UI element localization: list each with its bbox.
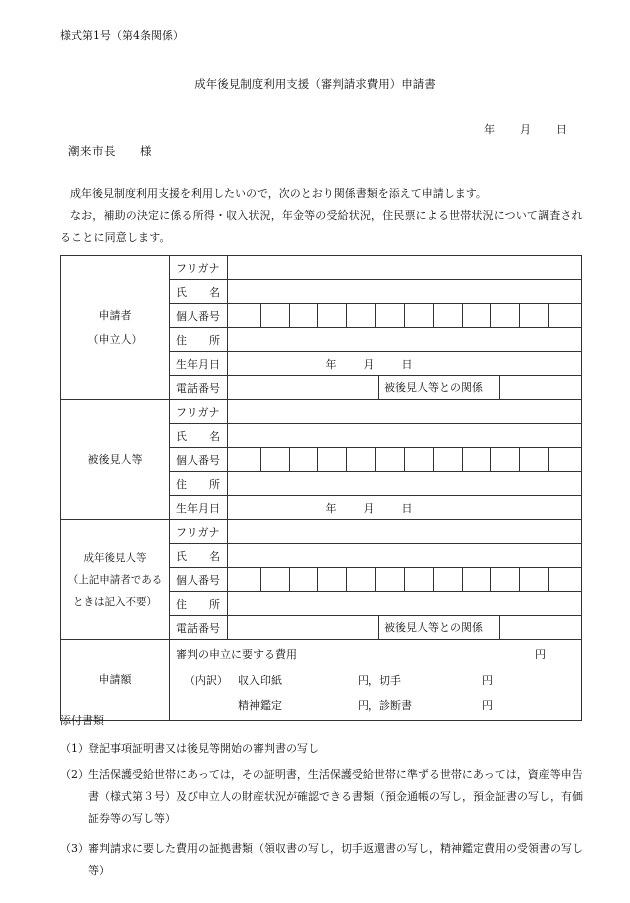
applicant-number-field[interactable] — [228, 304, 582, 328]
attachment-item-3 — [60, 838, 590, 882]
ward-address-label: 住 所 — [170, 472, 228, 496]
attachment-item-1-text: 登記事項証明書又は後見等開始の審判書の写し — [88, 742, 319, 755]
form-number: 様式第1号（第4条関係） — [60, 29, 184, 42]
guardian-number-field[interactable] — [228, 568, 582, 592]
addressee: 潮来市長 様 — [68, 144, 152, 158]
guardian-address-label: 住 所 — [170, 592, 228, 616]
ward-birth-day-label: 日 — [401, 501, 413, 515]
section-ward — [61, 400, 170, 520]
date-month-label: 月 — [520, 123, 531, 136]
intro-paragraph-2: なお，補助の決定に係る所得・収入状況，年金等の受給状況，住民票による世帯状況について調査されることに同意します。 — [60, 209, 583, 244]
applicant-birthdate-field[interactable] — [228, 352, 582, 376]
section-applicant — [61, 256, 170, 400]
application-form-table — [60, 255, 582, 721]
ward-number-field[interactable] — [228, 448, 582, 472]
applicant-phone-field[interactable] — [228, 376, 378, 399]
ward-furigana-field[interactable] — [228, 400, 582, 424]
birth-day-label: 日 — [401, 357, 413, 371]
intro-paragraph-1: 成年後見制度利用支援を利用したいので，次のとおり関係書類を添えて申請します。 — [70, 187, 487, 200]
document-title: 成年後見制度利用支援（審判請求費用）申請書 — [194, 77, 436, 91]
applicant-number-label: 個人番号 — [170, 304, 228, 328]
ward-birth-month-label: 月 — [363, 501, 375, 515]
revenue-stamp-label: 収入印紙 — [238, 674, 282, 687]
guardian-furigana-label: フリガナ — [170, 520, 228, 544]
ward-number-label: 個人番号 — [170, 448, 228, 472]
medical-cert-label: ，診断書 — [368, 699, 412, 712]
guardian-phone-field[interactable] — [228, 616, 378, 639]
applicant-birthdate-label: 生年月日 — [170, 352, 228, 376]
ward-address-field[interactable] — [228, 472, 582, 496]
section-amount-label: 申請額 — [98, 673, 132, 686]
attachment-item-2 — [60, 764, 590, 830]
birth-month-label: 月 — [363, 357, 375, 371]
guardian-furigana-field[interactable] — [228, 520, 582, 544]
applicant-furigana-field[interactable] — [228, 256, 582, 280]
psych-eval-label: 精神鑑定 — [238, 699, 282, 712]
section-guardian-label: 成年後見人等 （上記申請者である ときは記入不要） — [67, 551, 163, 608]
guardian-name-field[interactable] — [228, 544, 582, 568]
applicant-furigana-label: フリガナ — [170, 256, 228, 280]
applicant-address-field[interactable] — [228, 328, 582, 352]
attachment-item-1 — [60, 738, 590, 760]
applicant-name-field[interactable] — [228, 280, 582, 304]
applicant-relationship-field[interactable] — [500, 376, 581, 399]
ward-name-field[interactable] — [228, 424, 582, 448]
fee-breakdown-cell — [170, 640, 582, 721]
postage-label: ，切手 — [368, 674, 401, 687]
fee-total-yen: 円 — [535, 648, 546, 661]
birth-year-label: 年 — [325, 357, 337, 371]
guardian-relationship-field[interactable] — [500, 616, 581, 639]
ward-furigana-label: フリガナ — [170, 400, 228, 424]
applicant-name-label: 氏 名 — [170, 280, 228, 304]
applicant-phone-row — [228, 376, 582, 400]
date-year-label: 年 — [484, 123, 495, 136]
attachment-item-2-text: 生活保護受給世帯にあっては，その証明書，生活保護受給世帯に準ずる世帯にあっては，資産等申告書（様式第３号）及び申立人の財産状況が確認できる書類（預金通帳の写し，預金証書の写し，有価証券等の写し等） — [88, 768, 583, 825]
section-ward-label: 被後見人等 — [87, 452, 143, 466]
guardian-address-field[interactable] — [228, 592, 582, 616]
guardian-phone-row — [228, 616, 582, 640]
attachment-item-1-number: （1） — [60, 742, 89, 755]
revenue-stamp-yen: 円 — [358, 674, 369, 687]
guardian-number-label: 個人番号 — [170, 568, 228, 592]
date-day-label: 日 — [556, 123, 567, 136]
guardian-name-label: 氏 名 — [170, 544, 228, 568]
applicant-phone-label: 電話番号 — [170, 376, 228, 400]
ward-birthdate-field[interactable] — [228, 496, 582, 520]
medical-cert-yen: 円 — [482, 699, 493, 712]
ward-name-label: 氏 名 — [170, 424, 228, 448]
ward-birthdate-label: 生年月日 — [170, 496, 228, 520]
attachment-item-3-number: （3） — [60, 842, 89, 855]
postage-yen: 円 — [482, 674, 493, 687]
attachment-item-2-number: （2） — [60, 768, 89, 781]
psych-eval-yen: 円 — [358, 699, 369, 712]
section-amount — [61, 640, 170, 721]
attachments-heading: 添付書類 — [60, 714, 104, 727]
section-applicant-label: 申請者 （申立人） — [87, 308, 143, 346]
section-guardian — [61, 520, 170, 640]
fee-breakdown-label: （内訳） — [184, 674, 228, 687]
applicant-address-label: 住 所 — [170, 328, 228, 352]
attachment-item-3-text: 審判請求に要した費用の証拠書類（領収書の写し，切手返還書の写し，精神鑑定費用の受領書の写し等） — [88, 842, 583, 877]
ward-birth-year-label: 年 — [325, 501, 337, 515]
fee-total-label: 審判の申立に要する費用 — [176, 648, 297, 661]
applicant-relationship-label: 被後見人等との関係 — [378, 376, 500, 399]
guardian-relationship-label: 被後見人等との関係 — [378, 616, 500, 639]
guardian-phone-label: 電話番号 — [170, 616, 228, 640]
